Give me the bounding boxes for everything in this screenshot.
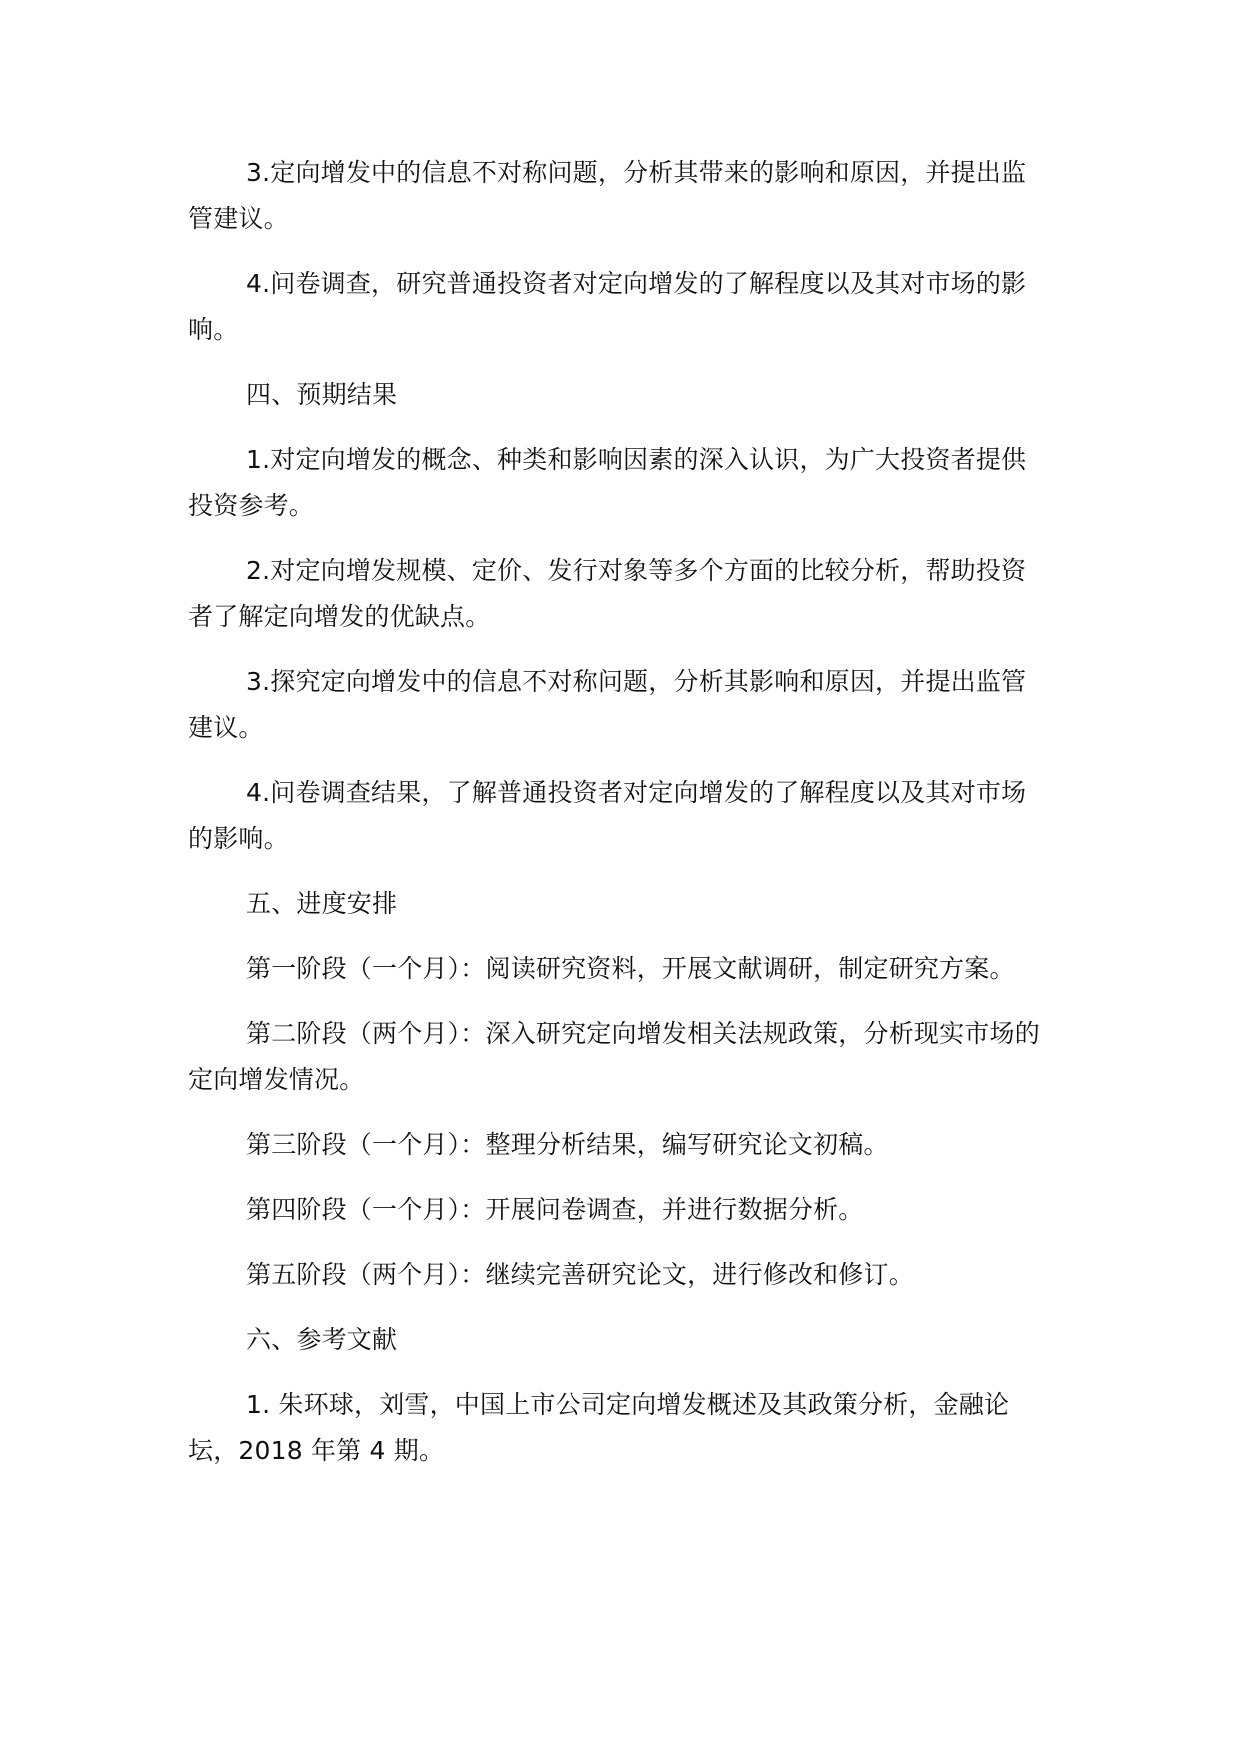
paragraph-schedule-stage-5: 第五阶段（两个月）：继续完善研究论文，进行修改和修订。 <box>246 1260 914 1289</box>
paragraph-expected-result-1: 1.对定向增发的概念、种类和影响因素的深入认识，为广大投资者提供投资参考。 <box>188 445 1027 520</box>
paragraph-schedule-stage-1: 第一阶段（一个月）：阅读研究资料，开展文献调研，制定研究方案。 <box>246 954 1015 983</box>
paragraph-expected-result-4: 4.问卷调查结果，了解普通投资者对定向增发的了解程度以及其对市场的影响。 <box>188 778 1027 853</box>
paragraph-expected-result-2: 2.对定向增发规模、定价、发行对象等多个方面的比较分析，帮助投资者了解定向增发的优缺点。 <box>188 556 1027 631</box>
section-heading-expected-results: 四、预期结果 <box>246 380 398 409</box>
paragraph-research-content-3: 3.定向增发中的信息不对称问题，分析其带来的影响和原因，并提出监管建议。 <box>188 158 1027 233</box>
paragraph-research-content-4: 4.问卷调查，研究普通投资者对定向增发的了解程度以及其对市场的影响。 <box>188 269 1027 344</box>
paragraph-schedule-stage-2: 第二阶段（两个月）：深入研究定向增发相关法规政策，分析现实市场的定向增发情况。 <box>188 1019 1040 1094</box>
document-body <box>188 150 1048 1474</box>
paragraph-schedule-stage-4: 第四阶段（一个月）：开展问卷调查，并进行数据分析。 <box>246 1195 864 1224</box>
paragraph-expected-result-3: 3.探究定向增发中的信息不对称问题，分析其影响和原因，并提出监管建议。 <box>188 667 1027 742</box>
paragraph-schedule-stage-3: 第三阶段（一个月）：整理分析结果，编写研究论文初稿。 <box>246 1130 889 1159</box>
paragraph-reference-1: 1. 朱环球，刘雪，中国上市公司定向增发概述及其政策分析，金融论坛，2018 年第 4 期。 <box>188 1390 1010 1465</box>
section-heading-schedule: 五、进度安排 <box>246 889 398 918</box>
section-heading-references: 六、参考文献 <box>246 1325 398 1354</box>
